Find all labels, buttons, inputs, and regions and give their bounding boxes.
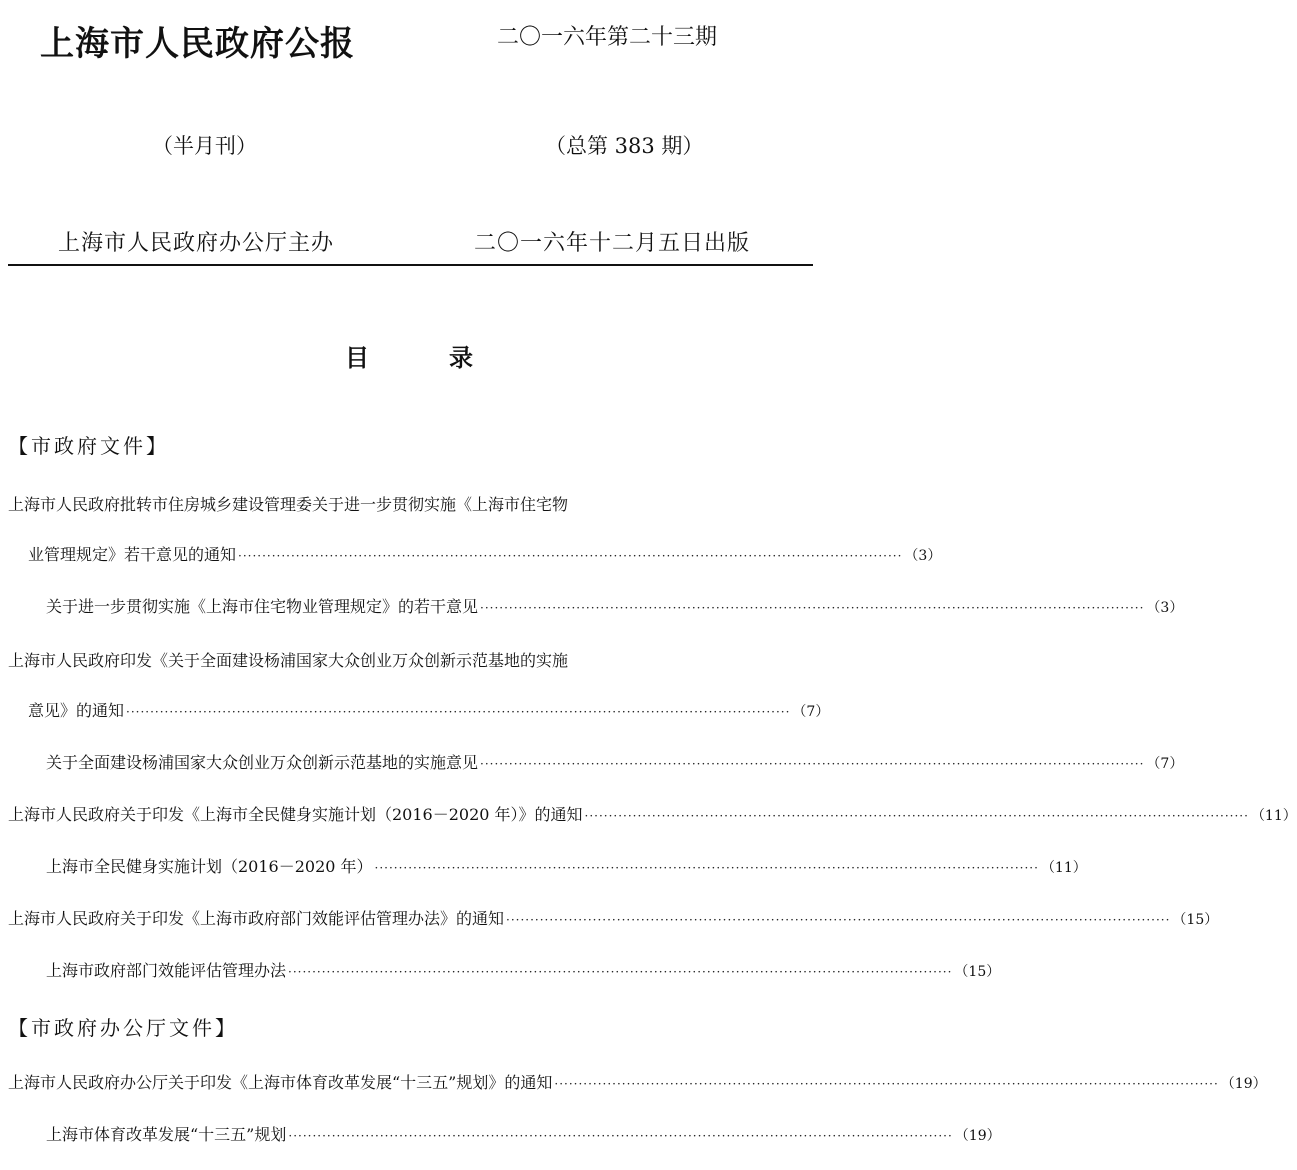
toc-entry-title: 关于进一步贯彻实施《上海市住宅物业管理规定》的若干意见 — [46, 597, 479, 616]
toc-entry[interactable] — [28, 698, 830, 722]
toc-entry[interactable] — [46, 750, 1184, 774]
publish-date: 二〇一六年十二月五日出版 — [474, 231, 751, 256]
leader-dots: ·········································································································································· — [506, 913, 1171, 927]
toc-entry-page: （15） — [954, 964, 1001, 980]
leader-dots: ·········································································································································· — [126, 705, 791, 719]
leader-dots: ·········································································································································· — [288, 965, 953, 979]
section-heading-general-office: 【市政府办公厅文件】 — [8, 1016, 238, 1040]
leader-dots: ·········································································································································· — [288, 1129, 953, 1143]
toc-entry-title: 上海市人民政府关于印发《上海市政府部门效能评估管理办法》的通知 — [8, 909, 505, 928]
toc-entry-title: 上海市人民政府办公厅关于印发《上海市体育改革发展“十三五”规划》的通知 — [8, 1073, 553, 1092]
toc-entry[interactable] — [8, 906, 1219, 930]
toc-entry[interactable] — [8, 802, 1297, 826]
toc-entry[interactable] — [46, 1122, 1001, 1146]
leader-dots: ·········································································································································· — [374, 861, 1039, 875]
toc-title: 目录 — [345, 343, 553, 372]
toc-entry-page: （11） — [1040, 860, 1087, 876]
toc-entry-line1: 上海市人民政府批转市住房城乡建设管理委关于进一步贯彻实施《上海市住宅物 — [8, 495, 569, 514]
leader-dots: ·········································································································································· — [554, 1077, 1219, 1091]
toc-entry[interactable] — [28, 542, 942, 566]
toc-entry-page: （7） — [792, 704, 830, 720]
toc-entry-title: 上海市全民健身实施计划（2016－2020 年） — [46, 857, 373, 876]
toc-entry-page: （19） — [954, 1128, 1001, 1144]
toc-entry-title: 上海市人民政府关于印发《上海市全民健身实施计划（2016－2020 年）》的通知 — [8, 805, 583, 824]
toc-entry-page: （7） — [1146, 756, 1184, 772]
toc-entry[interactable] — [46, 854, 1087, 878]
toc-entry-title: 上海市政府部门效能评估管理办法 — [46, 961, 287, 980]
frequency-label: （半月刊） — [152, 134, 257, 158]
leader-dots: ·········································································································································· — [480, 757, 1145, 771]
toc-entry-line1: 上海市人民政府印发《关于全面建设杨浦国家大众创业万众创新示范基地的实施 — [8, 651, 569, 670]
toc-entry-page: （15） — [1172, 912, 1219, 928]
gazette-title: 上海市人民政府公报 — [40, 24, 355, 64]
toc-entry-title: 意见》的通知 — [28, 701, 125, 720]
toc-entry-title: 关于全面建设杨浦国家大众创业万众创新示范基地的实施意见 — [46, 753, 479, 772]
issue-number: 二〇一六年第二十三期 — [497, 25, 718, 50]
sponsor-label: 上海市人民政府办公厅主办 — [58, 231, 335, 256]
total-issue-label: （总第 383 期） — [545, 134, 704, 158]
header-divider — [8, 264, 813, 266]
leader-dots: ·········································································································································· — [584, 809, 1249, 823]
toc-entry[interactable] — [46, 594, 1184, 618]
toc-entry[interactable] — [46, 958, 1001, 982]
toc-entry-title: 上海市体育改革发展“十三五”规划 — [46, 1125, 287, 1144]
toc-entry-page: （3） — [1146, 600, 1184, 616]
toc-entry-page: （19） — [1220, 1076, 1267, 1092]
toc-entry[interactable] — [8, 1070, 1267, 1094]
leader-dots: ·········································································································································· — [480, 601, 1145, 615]
toc-entry-page: （11） — [1250, 808, 1297, 824]
leader-dots: ·········································································································································· — [238, 549, 903, 563]
section-heading-municipal-government: 【市政府文件】 — [8, 434, 169, 458]
toc-entry-title: 业管理规定》若干意见的通知 — [28, 545, 237, 564]
toc-entry-page: （3） — [904, 548, 942, 564]
